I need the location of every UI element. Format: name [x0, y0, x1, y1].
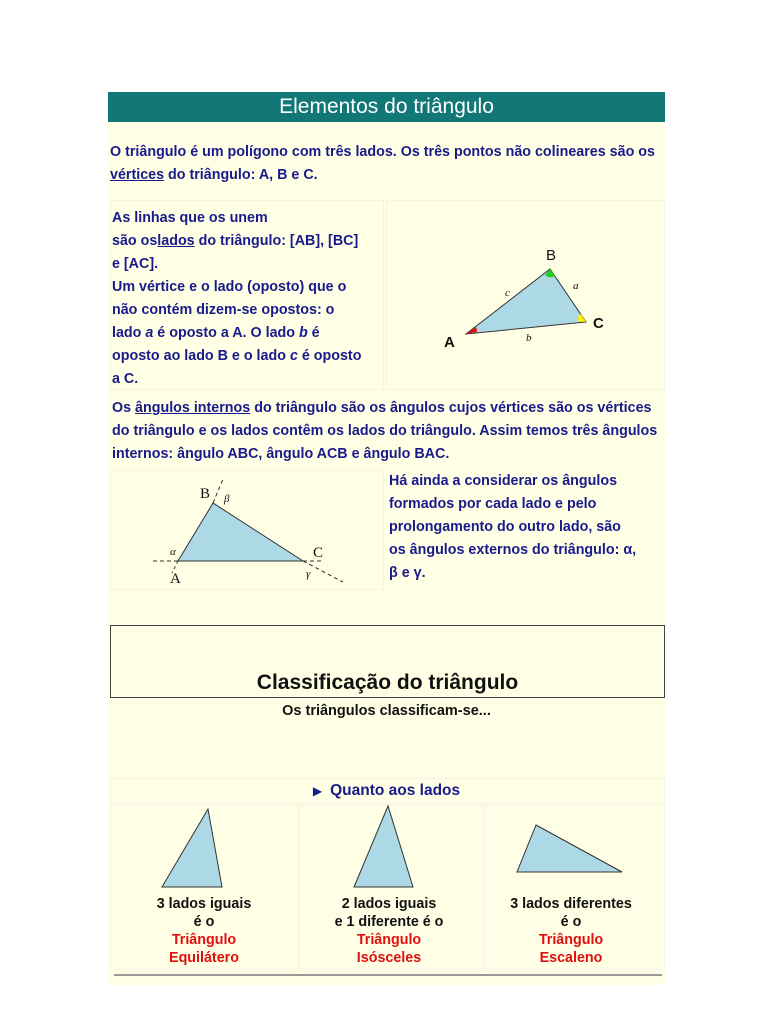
external-angles-figure — [148, 477, 358, 587]
type-caption-equilatero: 3 lados iguais é o Triângulo Equilátero — [156, 896, 252, 966]
label-side-b: b — [526, 332, 532, 344]
triangle-external-shape — [178, 503, 303, 561]
isosceles-triangle-icon — [348, 804, 418, 890]
label-gamma: γ — [306, 568, 311, 580]
label-a: A — [170, 571, 181, 587]
classification-subtitle: Os triângulos classificam-se... — [282, 703, 491, 719]
lados-paragraph: As linhas que os unem são oslados do triângulo: [AB], [BC] e [AC]. Um vértice e o lado (oposto) que o não contém dizem-se opostos: o lado a é oposto a A. O lado b é oposto ao lado B e o lado c é oposto a C. — [112, 210, 362, 387]
intro-paragraph: O triângulo é um polígono com três lados. Os três pontos não colineares são os vértices do triângulo: A, B e C. — [110, 144, 655, 183]
triangle-bullet-icon: ▶ — [312, 784, 323, 798]
quanto-aos-lados-heading[interactable]: ▶ Quanto aos lados — [312, 782, 461, 799]
angulos-internos-link[interactable]: ângulos internos — [135, 400, 251, 416]
bottom-divider — [114, 974, 662, 976]
vertices-link[interactable]: vértices — [110, 167, 165, 183]
scalene-triangle-icon — [514, 822, 626, 876]
label-b: B — [546, 247, 557, 264]
label-b: B — [200, 486, 211, 502]
page-title: Elementos do triângulo — [108, 92, 665, 122]
triangle-abc-shape — [466, 269, 586, 334]
label-side-c: c — [505, 287, 510, 299]
label-c: C — [313, 545, 324, 561]
lados-link[interactable]: lados — [157, 233, 195, 249]
label-beta: β — [224, 493, 230, 505]
label-c: C — [593, 315, 604, 332]
label-side-a: a — [573, 280, 579, 292]
label-a: A — [444, 334, 455, 351]
label-alpha: α — [170, 546, 176, 558]
type-caption-isosceles: 2 lados iguais e 1 diferente é o Triângulo Isósceles — [334, 896, 444, 966]
internos-paragraph: Os ângulos internos do triângulo são os ângulos cujos vértices são os vértices do triângulo e os lados contêm os lados do triângulo. Assim temos três ângulos internos: ângulo ABC, ângulo ACB e ângulo BAC. — [112, 400, 658, 462]
content-panel — [108, 92, 665, 985]
classification-box — [110, 625, 665, 698]
type-caption-escaleno: 3 lados diferentes é o Triângulo Escaleno — [510, 896, 632, 966]
triangle-abc-figure — [438, 242, 628, 357]
externos-paragraph: Há ainda a considerar os ângulos formados por cada lado e pelo prolongamento do outro lado, são os ângulos externos do triângulo: α, β e γ. — [389, 473, 637, 581]
equilateral-triangle-icon — [156, 807, 226, 889]
classification-title: Classificação do triângulo — [256, 671, 519, 694]
